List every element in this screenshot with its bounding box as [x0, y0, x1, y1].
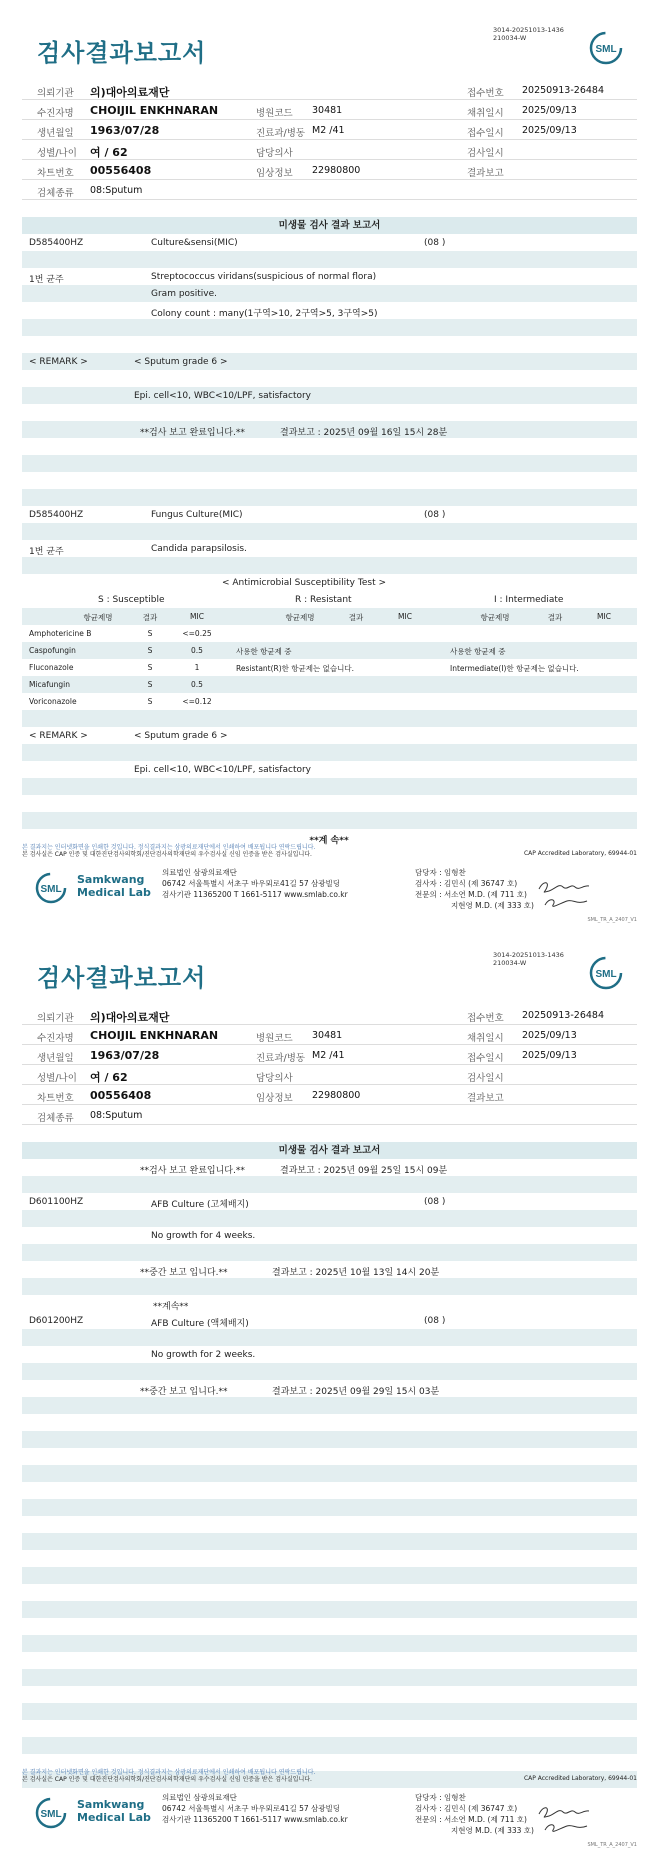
result-row — [22, 1397, 637, 1414]
interim-note: **중간 보고 입니다.** — [140, 1268, 228, 1278]
footer — [22, 1790, 637, 1848]
gram-stain: Gram positive. — [151, 289, 217, 299]
col-result: 결과 — [547, 613, 563, 622]
staff-block — [415, 1792, 534, 1836]
sex-age-label: 성별/나이 — [37, 148, 77, 159]
result-row — [22, 1193, 637, 1210]
result-row — [22, 1516, 637, 1533]
result-row — [22, 336, 637, 353]
specimen-label: 검체종류 — [37, 188, 74, 199]
result-row — [22, 710, 637, 727]
receipt-date-value: 2025/09/13 — [522, 1050, 577, 1061]
epi-cell: Epi. cell<10, WBC<10/LPF, satisfactory — [134, 391, 312, 401]
drug-row — [22, 693, 637, 710]
dept-label: 진료과/병동 — [256, 128, 306, 139]
form-code: SML_TR_A_2407_V1 — [587, 917, 637, 923]
logo-text: SML — [40, 884, 62, 895]
logo-text: SML — [595, 44, 617, 55]
report-code — [493, 951, 564, 967]
info-row — [22, 1065, 637, 1085]
info-row — [22, 1105, 637, 1125]
chart-no-label: 차트번호 — [37, 168, 74, 179]
clinical-value: 22980800 — [312, 1090, 361, 1101]
test-date-label: 검사일시 — [467, 1073, 504, 1084]
result-row — [22, 1737, 637, 1754]
result-row — [22, 1635, 637, 1652]
afb1-result: No growth for 4 weeks. — [151, 1231, 256, 1241]
brand-line-2: Medical Lab — [77, 1811, 151, 1824]
page-title: 검사결과보고서 — [37, 964, 207, 992]
col-drug: 항균제명 — [480, 613, 510, 622]
fungus-code: D585400HZ — [29, 510, 84, 520]
result-row — [22, 1244, 637, 1261]
agency-value: 의)대아의료재단 — [90, 86, 170, 99]
colony-label: 1번 균주 — [29, 275, 64, 285]
section-title: 미생물 검사 결과 보고서 — [22, 217, 637, 234]
receipt-no-label: 접수번호 — [467, 88, 504, 99]
notice — [22, 1769, 637, 1783]
notice — [22, 844, 637, 858]
info-row — [22, 140, 637, 160]
test-date-label: 검사일시 — [467, 148, 504, 159]
collect-date-value: 2025/09/13 — [522, 105, 577, 116]
agency-value: 의)대아의료재단 — [90, 1011, 170, 1024]
result-row — [22, 285, 637, 302]
report-page-2 — [0, 925, 655, 1850]
result-row — [22, 1669, 637, 1686]
result-row — [22, 761, 637, 778]
specimen-value: 08:Sputum — [90, 185, 143, 196]
receipt-date-value: 2025/09/13 — [522, 125, 577, 136]
result-row — [22, 1584, 637, 1601]
footer — [22, 865, 637, 923]
result-row — [22, 1227, 637, 1244]
signature-icon — [537, 877, 592, 911]
collect-date-label: 채취일시 — [467, 108, 504, 119]
result-row — [22, 1414, 637, 1431]
tester: 검사자 : 김민식 (제 36747 호) — [415, 1804, 518, 1813]
manager: 담당자 : 임형찬 — [415, 1793, 466, 1802]
agency-label: 의뢰기관 — [37, 1013, 74, 1024]
result-row — [22, 795, 637, 812]
result-row — [22, 778, 637, 795]
resistant-legend: R : Resistant — [295, 595, 352, 605]
result-row — [22, 812, 637, 829]
drug-result: S — [147, 646, 153, 655]
drug-result: S — [147, 629, 153, 638]
receipt-date-label: 접수일시 — [467, 1053, 504, 1064]
result-row — [22, 727, 637, 744]
ast-legend-row — [22, 591, 637, 608]
result-report-label: 결과보고 — [467, 1093, 504, 1104]
col-drug: 항균제명 — [83, 613, 113, 622]
receipt-no-value: 20250913-26484 — [522, 1010, 605, 1021]
logo-text: SML — [595, 969, 617, 980]
afb2-code: D601200HZ — [29, 1316, 84, 1326]
result-row — [22, 268, 637, 285]
drug-mic: 0.5 — [191, 680, 203, 689]
complete-date: 결과보고 : 2025년 09월 16일 15시 28분 — [280, 428, 448, 438]
report-code-2: 210034-W — [493, 959, 527, 967]
specialist-2: 지현영 M.D. (제 333 호) — [451, 1826, 534, 1835]
result-row — [22, 506, 637, 523]
info-row — [22, 1045, 637, 1065]
dob-label: 생년월일 — [37, 1053, 74, 1064]
section-title: 미생물 검사 결과 보고서 — [22, 1142, 637, 1159]
result-row — [22, 1686, 637, 1703]
receipt-no-value: 20250913-26484 — [522, 85, 605, 96]
name-label: 수진자명 — [37, 1033, 74, 1044]
result-row — [22, 1550, 637, 1567]
fungus-organism: Candida parapsilosis. — [151, 544, 247, 554]
epi-cell: Epi. cell<10, WBC<10/LPF, satisfactory — [134, 765, 312, 775]
result-row — [22, 1499, 637, 1516]
receipt-no-label: 접수번호 — [467, 1013, 504, 1024]
result-row — [22, 1380, 637, 1397]
info-row — [22, 1085, 637, 1105]
report-code-1: 3014-20251013-1436 — [493, 951, 564, 959]
specialist-2: 지현영 M.D. (제 333 호) — [451, 901, 534, 910]
hospital-code-label: 병원코드 — [256, 108, 293, 119]
complete-note: **검사 보고 완료입니다.** — [140, 1166, 245, 1176]
susceptible-legend: S : Susceptible — [98, 595, 165, 605]
brand-line-2: Medical Lab — [77, 886, 151, 899]
drug-row — [22, 642, 637, 659]
patient-info — [22, 80, 637, 200]
result-row — [22, 489, 637, 506]
info-row — [22, 160, 637, 180]
result-row — [22, 1346, 637, 1363]
result-row — [22, 472, 637, 489]
info-row — [22, 100, 637, 120]
drug-mic: 1 — [194, 663, 200, 672]
interim-date: 결과보고 : 2025년 09월 29일 15시 03분 — [272, 1387, 440, 1397]
info-row — [22, 180, 637, 200]
afb1-code: D601100HZ — [29, 1197, 84, 1207]
dob-value: 1963/07/28 — [90, 1049, 160, 1062]
drug-name: Amphotericine B — [29, 629, 92, 638]
fungus-specimen: (08 ) — [424, 510, 446, 520]
notice-line-2: 본 검사실은 CAP 인증 및 대한진단검사의학회/진단검사의학재단의 우수검사실 신임 인증을 받은 검사실입니다. — [22, 1776, 312, 1783]
continued-note: **계 속** — [309, 836, 349, 846]
result-row — [22, 370, 637, 387]
report-code-2: 210034-W — [493, 34, 527, 42]
specialist-1: 전문의 : 서소연 M.D. (제 711 호) — [415, 1815, 527, 1824]
agency-label: 의뢰기관 — [37, 88, 74, 99]
page-title: 검사결과보고서 — [37, 39, 207, 67]
hospital-code-value: 30481 — [312, 105, 343, 116]
result-row — [22, 1567, 637, 1584]
drug-row — [22, 659, 637, 676]
drug-row — [22, 625, 637, 642]
collect-date-label: 채취일시 — [467, 1033, 504, 1044]
sex-age-label: 성별/나이 — [37, 1073, 77, 1084]
result-report-label: 결과보고 — [467, 168, 504, 179]
sml-logo-icon — [588, 30, 624, 66]
colony-count: Colony count : many(1구역>10, 2구역>5, 3구역>5) — [151, 309, 378, 319]
collect-date-value: 2025/09/13 — [522, 1030, 577, 1041]
remark-label: < REMARK > — [29, 731, 88, 741]
culture-specimen: (08 ) — [424, 238, 446, 248]
result-row — [22, 557, 637, 574]
result-row — [22, 1652, 637, 1669]
info-row — [22, 120, 637, 140]
col-result: 결과 — [348, 613, 364, 622]
afb2-result: No growth for 2 weeks. — [151, 1350, 256, 1360]
col-mic: MIC — [398, 612, 412, 621]
afb2-name: AFB Culture (액체배지) — [151, 1319, 249, 1329]
result-row — [22, 1448, 637, 1465]
result-row — [22, 1618, 637, 1635]
notice-line-1: 본 결과지는 인터넷화면을 인쇄한 것입니다. 정식결과지는 삼광의료재단에서 인쇄하여 배포됩니다 연락드립니다. — [22, 1769, 316, 1776]
tester: 검사자 : 김민식 (제 36747 호) — [415, 879, 518, 888]
result-row — [22, 1720, 637, 1737]
info-row — [22, 1025, 637, 1045]
signature-icon — [537, 1802, 592, 1836]
result-row — [22, 455, 637, 472]
col-drug: 항균제명 — [285, 613, 315, 622]
report-code-1: 3014-20251013-1436 — [493, 26, 564, 34]
complete-note: **검사 보고 완료입니다.** — [140, 428, 245, 438]
doctor-label: 담당의사 — [256, 1073, 293, 1084]
result-row — [22, 1278, 637, 1295]
address: 06742 서울특별시 서초구 바우뫼로41길 57 삼광빌딩 — [162, 1804, 341, 1813]
result-row — [22, 1601, 637, 1618]
result-row — [22, 302, 637, 319]
dept-label: 진료과/병동 — [256, 1053, 306, 1064]
result-row — [22, 744, 637, 761]
result-row — [22, 1295, 637, 1312]
clinical-label: 임상정보 — [256, 1093, 293, 1104]
result-row — [22, 1210, 637, 1227]
brand-line-1: Samkwang — [77, 873, 145, 886]
hospital-code-label: 병원코드 — [256, 1033, 293, 1044]
intermediate-legend: I : Intermediate — [494, 595, 564, 605]
samkwang-logo-icon — [34, 1796, 68, 1830]
drug-mic: <=0.12 — [182, 697, 212, 706]
doctor-label: 담당의사 — [256, 148, 293, 159]
clinical-label: 임상정보 — [256, 168, 293, 179]
address-block — [162, 867, 348, 900]
result-row — [22, 353, 637, 370]
afb1-specimen: (08 ) — [424, 1197, 446, 1207]
complete-date: 결과보고 : 2025년 09월 25일 15시 09분 — [280, 1166, 448, 1176]
used-drug-i: 사용한 항균제 중 — [450, 647, 506, 656]
receipt-date-label: 접수일시 — [467, 128, 504, 139]
drug-mic: <=0.25 — [182, 629, 212, 638]
manager: 담당자 : 임형찬 — [415, 868, 466, 877]
cap-accreditation: CAP Accredited Laboratory, 69944-01 — [523, 850, 637, 857]
result-row — [22, 234, 637, 251]
dob-label: 생년월일 — [37, 128, 74, 139]
name-value: CHOIJIL ENKHNARAN — [90, 1029, 219, 1042]
result-row — [22, 421, 637, 438]
brand — [77, 873, 151, 899]
specimen-value: 08:Sputum — [90, 1110, 143, 1121]
drug-name: Fluconazole — [29, 663, 74, 672]
drug-name: Voriconazole — [29, 697, 77, 706]
report-code — [493, 26, 564, 42]
brand-line-1: Samkwang — [77, 1798, 145, 1811]
drug-result: S — [147, 697, 153, 706]
chart-no-value: 00556408 — [90, 164, 152, 177]
col-mic: MIC — [597, 612, 611, 621]
result-row — [22, 438, 637, 455]
result-row — [22, 1533, 637, 1550]
no-intermediate: Intermediate(I)한 항균제는 없습니다. — [450, 664, 579, 673]
used-drug-r: 사용한 항균제 중 — [236, 647, 292, 656]
col-result: 결과 — [142, 613, 158, 622]
org-name: 의료법인 삼광의료재단 — [162, 1793, 237, 1802]
result-row — [22, 523, 637, 540]
culture-code: D585400HZ — [29, 238, 84, 248]
clinical-value: 22980800 — [312, 165, 361, 176]
drug-row — [22, 676, 637, 693]
staff-block — [415, 867, 534, 911]
info-row — [22, 1005, 637, 1025]
contact: 검사기관 11365200 T 1661-5117 www.smlab.co.kr — [162, 890, 348, 899]
form-code: SML_TR_A_2407_V1 — [587, 1842, 637, 1848]
hospital-code-value: 30481 — [312, 1030, 343, 1041]
remark-value: < Sputum grade 6 > — [134, 357, 228, 367]
drug-name: Micafungin — [29, 680, 71, 689]
name-value: CHOIJIL ENKHNARAN — [90, 104, 219, 117]
result-row — [22, 319, 637, 336]
result-row — [22, 1176, 637, 1193]
sml-logo-icon — [588, 955, 624, 991]
chart-no-label: 차트번호 — [37, 1093, 74, 1104]
specimen-label: 검체종류 — [37, 1113, 74, 1124]
info-row — [22, 80, 637, 100]
result-row — [22, 1159, 637, 1176]
logo-text: SML — [40, 1809, 62, 1820]
interim-note: **중간 보고 입니다.** — [140, 1387, 228, 1397]
result-row — [22, 1261, 637, 1278]
continued-note: **계속** — [153, 1302, 189, 1312]
result-row — [22, 1312, 637, 1329]
col-mic: MIC — [190, 612, 204, 621]
fungus-colony-label: 1번 균주 — [29, 547, 64, 557]
result-row — [22, 1431, 637, 1448]
culture-name: Culture&sensi(MIC) — [151, 238, 238, 248]
remark-value: < Sputum grade 6 > — [134, 731, 228, 741]
notice-line-2: 본 검사실은 CAP 인증 및 대한진단검사의학회/진단검사의학재단의 우수검사실 신임 인증을 받은 검사실입니다. — [22, 851, 312, 858]
result-row — [22, 1482, 637, 1499]
contact: 검사기관 11365200 T 1661-5117 www.smlab.co.kr — [162, 1815, 348, 1824]
sex-age-value: 여 / 62 — [90, 1071, 128, 1084]
notice-line-1: 본 결과지는 인터넷화면을 인쇄한 것입니다. 정식결과지는 삼광의료재단에서 인쇄하여 배포됩니다 연락드립니다. — [22, 844, 316, 851]
sex-age-value: 여 / 62 — [90, 146, 128, 159]
result-row — [22, 251, 637, 268]
drug-result: S — [147, 680, 153, 689]
address: 06742 서울특별시 서초구 바우뫼로41길 57 삼광빌딩 — [162, 879, 341, 888]
drug-mic: 0.5 — [191, 646, 203, 655]
no-resistant: Resistant(R)한 항균제는 없습니다. — [236, 664, 355, 673]
dept-value: M2 /41 — [312, 125, 345, 136]
result-row — [22, 404, 637, 421]
samkwang-logo-icon — [34, 871, 68, 905]
drug-name: Caspofungin — [29, 646, 76, 655]
dept-value: M2 /41 — [312, 1050, 345, 1061]
org-name: 의료법인 삼광의료재단 — [162, 868, 237, 877]
ast-title-row — [22, 574, 637, 591]
address-block — [162, 1792, 348, 1825]
fungus-name: Fungus Culture(MIC) — [151, 510, 243, 520]
ast-title: < Antimicrobial Susceptibility Test > — [222, 578, 386, 588]
organism: Streptococcus viridans(suspicious of normal flora) — [151, 272, 377, 282]
drug-result: S — [147, 663, 153, 672]
afb1-name: AFB Culture (고체배지) — [151, 1200, 249, 1210]
patient-info — [22, 1005, 637, 1125]
remark-label: < REMARK > — [29, 357, 88, 367]
interim-date: 결과보고 : 2025년 10월 13일 14시 20분 — [272, 1268, 440, 1278]
result-row — [22, 1363, 637, 1380]
dob-value: 1963/07/28 — [90, 124, 160, 137]
result-row — [22, 1465, 637, 1482]
brand — [77, 1798, 151, 1824]
chart-no-value: 00556408 — [90, 1089, 152, 1102]
specialist-1: 전문의 : 서소연 M.D. (제 711 호) — [415, 890, 527, 899]
cap-accreditation: CAP Accredited Laboratory, 69944-01 — [523, 1775, 637, 1782]
result-row — [22, 1703, 637, 1720]
afb2-specimen: (08 ) — [424, 1316, 446, 1326]
result-row — [22, 540, 637, 557]
result-section — [22, 1142, 637, 1788]
result-row — [22, 1329, 637, 1346]
name-label: 수진자명 — [37, 108, 74, 119]
result-row — [22, 387, 637, 404]
result-section — [22, 217, 637, 846]
ast-header-row — [22, 608, 637, 625]
